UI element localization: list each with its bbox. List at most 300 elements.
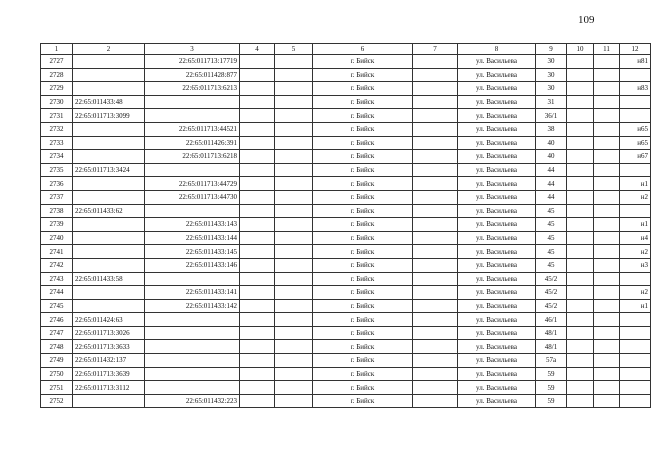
empty-cell — [275, 136, 313, 150]
street-cell: ул. Васильева — [458, 354, 536, 368]
row-number-cell: 2727 — [41, 55, 73, 69]
empty-cell — [567, 272, 594, 286]
house-number-cell: 38 — [536, 122, 567, 136]
empty-cell — [240, 367, 275, 381]
empty-cell — [240, 340, 275, 354]
empty-cell — [275, 245, 313, 259]
empty-cell — [240, 177, 275, 191]
street-cell: ул. Васильева — [458, 272, 536, 286]
column-header: 12 — [620, 44, 651, 55]
table-row — [41, 340, 651, 354]
empty-cell — [567, 258, 594, 272]
premises-number-cell: н1 — [620, 299, 651, 313]
empty-cell — [275, 218, 313, 232]
cadastral-number-cell: 22:65:011433:48 — [73, 95, 145, 109]
empty-cell — [594, 394, 620, 408]
city-cell: г. Бийск — [313, 122, 413, 136]
street-cell: ул. Васильева — [458, 55, 536, 69]
house-number-cell: 45 — [536, 231, 567, 245]
premises-number-cell — [620, 313, 651, 327]
empty-cell — [594, 177, 620, 191]
city-cell: г. Бийск — [313, 258, 413, 272]
cadastral-number-cell — [73, 394, 145, 408]
registry-table — [40, 43, 651, 408]
cadastral-number-cell — [73, 55, 145, 69]
premises-number-cell — [620, 381, 651, 395]
city-cell: г. Бийск — [313, 82, 413, 96]
row-number-cell: 2736 — [41, 177, 73, 191]
empty-cell — [594, 109, 620, 123]
empty-cell — [413, 340, 458, 354]
city-cell: г. Бийск — [313, 367, 413, 381]
empty-cell — [275, 286, 313, 300]
row-number-cell: 2732 — [41, 122, 73, 136]
empty-cell — [240, 258, 275, 272]
empty-cell — [567, 218, 594, 232]
street-cell: ул. Васильева — [458, 313, 536, 327]
column-header: 8 — [458, 44, 536, 55]
empty-cell — [240, 204, 275, 218]
table-row — [41, 272, 651, 286]
city-cell: г. Бийск — [313, 272, 413, 286]
empty-cell — [567, 55, 594, 69]
empty-cell — [594, 95, 620, 109]
premises-number-cell: н4 — [620, 231, 651, 245]
cadastral-number-cell — [73, 150, 145, 164]
empty-cell — [275, 272, 313, 286]
row-number-cell: 2739 — [41, 218, 73, 232]
empty-cell — [240, 231, 275, 245]
related-cadastral-number-cell: 22:65:011428:877 — [145, 68, 240, 82]
street-cell: ул. Васильева — [458, 326, 536, 340]
house-number-cell: 48/1 — [536, 326, 567, 340]
house-number-cell: 57а — [536, 354, 567, 368]
empty-cell — [413, 299, 458, 313]
empty-cell — [275, 258, 313, 272]
premises-number-cell — [620, 68, 651, 82]
empty-cell — [567, 286, 594, 300]
cadastral-number-cell — [73, 82, 145, 96]
cadastral-number-cell: 22:65:011713:3424 — [73, 163, 145, 177]
city-cell: г. Бийск — [313, 394, 413, 408]
row-number-cell: 2747 — [41, 326, 73, 340]
table-row — [41, 204, 651, 218]
row-number-cell: 2730 — [41, 95, 73, 109]
empty-cell — [275, 150, 313, 164]
empty-cell — [240, 82, 275, 96]
house-number-cell: 36/1 — [536, 109, 567, 123]
related-cadastral-number-cell — [145, 163, 240, 177]
cadastral-number-cell — [73, 190, 145, 204]
cadastral-number-cell: 22:65:011424:63 — [73, 313, 145, 327]
table-row — [41, 299, 651, 313]
empty-cell — [567, 95, 594, 109]
empty-cell — [413, 204, 458, 218]
street-cell: ул. Васильева — [458, 286, 536, 300]
empty-cell — [413, 258, 458, 272]
street-cell: ул. Васильева — [458, 231, 536, 245]
table-row — [41, 313, 651, 327]
house-number-cell: 45/2 — [536, 272, 567, 286]
table-row — [41, 55, 651, 69]
empty-cell — [413, 68, 458, 82]
row-number-cell: 2728 — [41, 68, 73, 82]
city-cell: г. Бийск — [313, 245, 413, 259]
empty-cell — [413, 272, 458, 286]
empty-cell — [594, 150, 620, 164]
empty-cell — [413, 286, 458, 300]
related-cadastral-number-cell: 22:65:011713:6218 — [145, 150, 240, 164]
city-cell: г. Бийск — [313, 204, 413, 218]
empty-cell — [413, 354, 458, 368]
empty-cell — [567, 68, 594, 82]
empty-cell — [413, 136, 458, 150]
cadastral-number-cell — [73, 286, 145, 300]
city-cell: г. Бийск — [313, 109, 413, 123]
house-number-cell: 44 — [536, 177, 567, 191]
empty-cell — [567, 313, 594, 327]
empty-cell — [594, 82, 620, 96]
cadastral-number-cell — [73, 258, 145, 272]
city-cell: г. Бийск — [313, 286, 413, 300]
premises-number-cell: н81 — [620, 55, 651, 69]
house-number-cell: 30 — [536, 82, 567, 96]
row-number-cell: 2745 — [41, 299, 73, 313]
city-cell: г. Бийск — [313, 163, 413, 177]
related-cadastral-number-cell — [145, 95, 240, 109]
table-row — [41, 122, 651, 136]
cadastral-number-cell — [73, 177, 145, 191]
row-number-cell: 2743 — [41, 272, 73, 286]
table-row — [41, 82, 651, 96]
related-cadastral-number-cell: 22:65:011713:44729 — [145, 177, 240, 191]
premises-number-cell: н2 — [620, 245, 651, 259]
row-number-cell: 2731 — [41, 109, 73, 123]
row-number-cell: 2749 — [41, 354, 73, 368]
premises-number-cell: н65 — [620, 136, 651, 150]
empty-cell — [275, 299, 313, 313]
street-cell: ул. Васильева — [458, 258, 536, 272]
premises-number-cell — [620, 394, 651, 408]
table-header-row — [41, 44, 651, 55]
empty-cell — [594, 354, 620, 368]
empty-cell — [594, 258, 620, 272]
empty-cell — [594, 272, 620, 286]
table-row — [41, 394, 651, 408]
row-number-cell: 2750 — [41, 367, 73, 381]
premises-number-cell — [620, 109, 651, 123]
cadastral-number-cell — [73, 122, 145, 136]
house-number-cell: 40 — [536, 150, 567, 164]
related-cadastral-number-cell: 22:65:011433:141 — [145, 286, 240, 300]
empty-cell — [240, 313, 275, 327]
empty-cell — [594, 218, 620, 232]
related-cadastral-number-cell: 22:65:011433:146 — [145, 258, 240, 272]
house-number-cell: 59 — [536, 367, 567, 381]
row-number-cell: 2751 — [41, 381, 73, 395]
empty-cell — [275, 177, 313, 191]
related-cadastral-number-cell — [145, 313, 240, 327]
table-row — [41, 367, 651, 381]
table-row — [41, 286, 651, 300]
row-number-cell: 2746 — [41, 313, 73, 327]
city-cell: г. Бийск — [313, 340, 413, 354]
street-cell: ул. Васильева — [458, 190, 536, 204]
city-cell: г. Бийск — [313, 177, 413, 191]
premises-number-cell — [620, 354, 651, 368]
premises-number-cell: н2 — [620, 190, 651, 204]
empty-cell — [567, 163, 594, 177]
city-cell: г. Бийск — [313, 218, 413, 232]
street-cell: ул. Васильева — [458, 340, 536, 354]
house-number-cell: 44 — [536, 190, 567, 204]
empty-cell — [240, 95, 275, 109]
empty-cell — [275, 55, 313, 69]
street-cell: ул. Васильева — [458, 122, 536, 136]
table-row — [41, 109, 651, 123]
row-number-cell: 2742 — [41, 258, 73, 272]
street-cell: ул. Васильева — [458, 150, 536, 164]
table-row — [41, 326, 651, 340]
table-row — [41, 245, 651, 259]
related-cadastral-number-cell — [145, 109, 240, 123]
cadastral-number-cell — [73, 136, 145, 150]
cadastral-number-cell — [73, 218, 145, 232]
premises-number-cell — [620, 95, 651, 109]
city-cell: г. Бийск — [313, 150, 413, 164]
row-number-cell: 2741 — [41, 245, 73, 259]
city-cell: г. Бийск — [313, 381, 413, 395]
house-number-cell: 59 — [536, 394, 567, 408]
row-number-cell: 2752 — [41, 394, 73, 408]
empty-cell — [240, 68, 275, 82]
column-header: 7 — [413, 44, 458, 55]
empty-cell — [594, 190, 620, 204]
related-cadastral-number-cell — [145, 381, 240, 395]
related-cadastral-number-cell — [145, 326, 240, 340]
empty-cell — [413, 245, 458, 259]
street-cell: ул. Васильева — [458, 204, 536, 218]
empty-cell — [413, 82, 458, 96]
table-row — [41, 150, 651, 164]
empty-cell — [567, 394, 594, 408]
house-number-cell: 45 — [536, 204, 567, 218]
empty-cell — [413, 190, 458, 204]
house-number-cell: 45 — [536, 245, 567, 259]
empty-cell — [240, 218, 275, 232]
empty-cell — [275, 95, 313, 109]
table-row — [41, 258, 651, 272]
house-number-cell: 45 — [536, 218, 567, 232]
table-row — [41, 354, 651, 368]
empty-cell — [240, 272, 275, 286]
house-number-cell: 45 — [536, 258, 567, 272]
premises-number-cell: н83 — [620, 82, 651, 96]
street-cell: ул. Васильева — [458, 394, 536, 408]
table-row — [41, 218, 651, 232]
empty-cell — [567, 245, 594, 259]
house-number-cell: 31 — [536, 95, 567, 109]
related-cadastral-number-cell: 22:65:011713:44730 — [145, 190, 240, 204]
premises-number-cell — [620, 204, 651, 218]
premises-number-cell: н3 — [620, 258, 651, 272]
empty-cell — [413, 218, 458, 232]
empty-cell — [275, 394, 313, 408]
related-cadastral-number-cell: 22:65:011433:143 — [145, 218, 240, 232]
empty-cell — [567, 354, 594, 368]
empty-cell — [594, 204, 620, 218]
city-cell: г. Бийск — [313, 95, 413, 109]
house-number-cell: 44 — [536, 163, 567, 177]
row-number-cell: 2744 — [41, 286, 73, 300]
empty-cell — [594, 68, 620, 82]
related-cadastral-number-cell: 22:65:011433:145 — [145, 245, 240, 259]
street-cell: ул. Васильева — [458, 82, 536, 96]
cadastral-number-cell: 22:65:011432:137 — [73, 354, 145, 368]
empty-cell — [413, 150, 458, 164]
table-row — [41, 136, 651, 150]
column-header: 1 — [41, 44, 73, 55]
house-number-cell: 30 — [536, 68, 567, 82]
premises-number-cell: н2 — [620, 286, 651, 300]
street-cell: ул. Васильева — [458, 367, 536, 381]
city-cell: г. Бийск — [313, 313, 413, 327]
empty-cell — [240, 299, 275, 313]
column-header: 11 — [594, 44, 620, 55]
empty-cell — [275, 82, 313, 96]
house-number-cell: 48/1 — [536, 340, 567, 354]
house-number-cell: 45/2 — [536, 299, 567, 313]
cadastral-number-cell: 22:65:011433:62 — [73, 204, 145, 218]
column-header: 2 — [73, 44, 145, 55]
row-number-cell: 2748 — [41, 340, 73, 354]
row-number-cell: 2738 — [41, 204, 73, 218]
empty-cell — [594, 367, 620, 381]
empty-cell — [240, 55, 275, 69]
empty-cell — [413, 109, 458, 123]
related-cadastral-number-cell: 22:65:011713:6213 — [145, 82, 240, 96]
related-cadastral-number-cell — [145, 367, 240, 381]
city-cell: г. Бийск — [313, 354, 413, 368]
empty-cell — [275, 109, 313, 123]
empty-cell — [240, 354, 275, 368]
empty-cell — [567, 231, 594, 245]
premises-number-cell — [620, 272, 651, 286]
related-cadastral-number-cell: 22:65:011713:44521 — [145, 122, 240, 136]
empty-cell — [413, 381, 458, 395]
column-header: 4 — [240, 44, 275, 55]
cadastral-number-cell: 22:65:011433:58 — [73, 272, 145, 286]
empty-cell — [275, 340, 313, 354]
cadastral-number-cell: 22:65:011713:3633 — [73, 340, 145, 354]
empty-cell — [413, 313, 458, 327]
empty-cell — [240, 394, 275, 408]
empty-cell — [567, 150, 594, 164]
empty-cell — [413, 163, 458, 177]
empty-cell — [567, 136, 594, 150]
empty-cell — [240, 122, 275, 136]
empty-cell — [567, 326, 594, 340]
empty-cell — [413, 177, 458, 191]
empty-cell — [413, 231, 458, 245]
row-number-cell: 2729 — [41, 82, 73, 96]
street-cell: ул. Васильева — [458, 136, 536, 150]
empty-cell — [594, 313, 620, 327]
cadastral-number-cell — [73, 299, 145, 313]
cadastral-number-cell: 22:65:011713:3639 — [73, 367, 145, 381]
empty-cell — [413, 55, 458, 69]
column-header: 6 — [313, 44, 413, 55]
premises-number-cell: н1 — [620, 218, 651, 232]
empty-cell — [567, 367, 594, 381]
related-cadastral-number-cell — [145, 340, 240, 354]
cadastral-number-cell: 22:65:011713:3112 — [73, 381, 145, 395]
column-header: 3 — [145, 44, 240, 55]
city-cell: г. Бийск — [313, 68, 413, 82]
street-cell: ул. Васильева — [458, 381, 536, 395]
empty-cell — [594, 231, 620, 245]
empty-cell — [275, 163, 313, 177]
street-cell: ул. Васильева — [458, 95, 536, 109]
house-number-cell: 40 — [536, 136, 567, 150]
empty-cell — [275, 68, 313, 82]
street-cell: ул. Васильева — [458, 218, 536, 232]
premises-number-cell: н67 — [620, 150, 651, 164]
empty-cell — [594, 163, 620, 177]
empty-cell — [413, 394, 458, 408]
empty-cell — [275, 122, 313, 136]
empty-cell — [240, 136, 275, 150]
city-cell: г. Бийск — [313, 231, 413, 245]
premises-number-cell — [620, 340, 651, 354]
empty-cell — [240, 163, 275, 177]
table-row — [41, 68, 651, 82]
empty-cell — [240, 381, 275, 395]
house-number-cell: 46/1 — [536, 313, 567, 327]
empty-cell — [594, 122, 620, 136]
empty-cell — [594, 55, 620, 69]
table-row — [41, 163, 651, 177]
empty-cell — [413, 95, 458, 109]
premises-number-cell — [620, 163, 651, 177]
city-cell: г. Бийск — [313, 55, 413, 69]
cadastral-number-cell: 22:65:011713:3026 — [73, 326, 145, 340]
empty-cell — [567, 177, 594, 191]
row-number-cell: 2733 — [41, 136, 73, 150]
row-number-cell: 2740 — [41, 231, 73, 245]
street-cell: ул. Васильева — [458, 68, 536, 82]
premises-number-cell — [620, 326, 651, 340]
related-cadastral-number-cell: 22:65:011433:142 — [145, 299, 240, 313]
row-number-cell: 2737 — [41, 190, 73, 204]
empty-cell — [594, 245, 620, 259]
row-number-cell: 2735 — [41, 163, 73, 177]
city-cell: г. Бийск — [313, 190, 413, 204]
street-cell: ул. Васильева — [458, 177, 536, 191]
empty-cell — [567, 340, 594, 354]
empty-cell — [275, 231, 313, 245]
related-cadastral-number-cell: 22:65:011432:223 — [145, 394, 240, 408]
column-header: 9 — [536, 44, 567, 55]
empty-cell — [567, 109, 594, 123]
empty-cell — [594, 381, 620, 395]
empty-cell — [413, 367, 458, 381]
house-number-cell: 45/2 — [536, 286, 567, 300]
empty-cell — [413, 122, 458, 136]
empty-cell — [275, 354, 313, 368]
related-cadastral-number-cell — [145, 272, 240, 286]
page-number: 109 — [578, 14, 595, 26]
